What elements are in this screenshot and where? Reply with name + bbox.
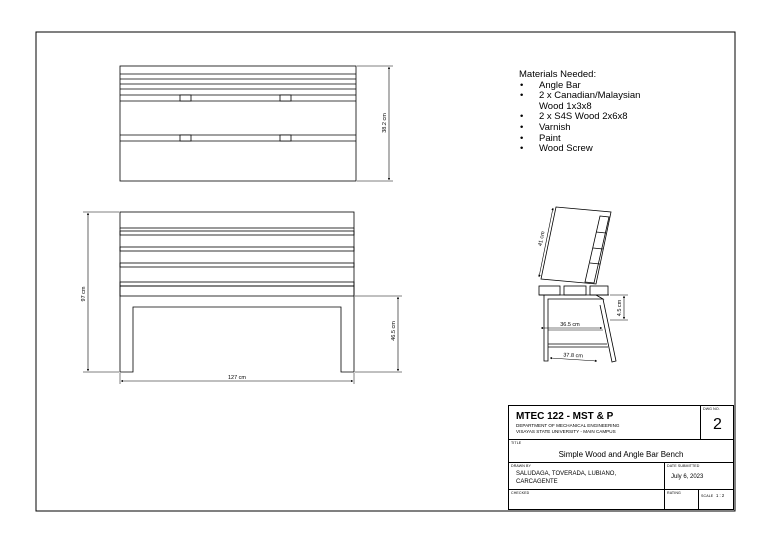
checked-label: CHECKED — [511, 491, 530, 495]
front-seat-board — [120, 286, 354, 296]
course-cell — [509, 406, 701, 440]
department-text: DEPARTMENT OF MECHANICAL ENGINEERING — [516, 423, 620, 428]
title-block — [508, 405, 734, 510]
material-item-continued: Wood 1x3x8 — [539, 100, 592, 112]
front-width-label: 127 cm — [227, 375, 247, 381]
material-item: • 2 x Canadian/Malaysian — [519, 91, 640, 102]
material-item: • Wood Screw — [519, 144, 640, 155]
school-text: VISAYAS STATE UNIVERSITY - MAIN CAMPUS — [516, 429, 616, 434]
front-legs-frame — [120, 296, 354, 372]
side-base-label: 37.8 cm — [563, 352, 583, 360]
material-item: • Varnish — [519, 123, 640, 134]
material-item: • Paint — [519, 134, 640, 145]
top-view — [120, 66, 393, 181]
rating-label: RATING — [667, 491, 681, 495]
scale-label: SCALE — [701, 494, 714, 498]
materials-list — [519, 70, 640, 155]
course-title: MTEC 122 - MST & P — [516, 411, 614, 422]
rating-cell — [665, 490, 699, 510]
drawn-by-line-2: CARCAGENTE — [516, 479, 558, 485]
title-label: TITLE — [511, 441, 522, 445]
checked-cell — [509, 490, 665, 510]
title-cell — [509, 440, 733, 463]
drawing-title: Simple Wood and Angle Bar Bench — [558, 450, 684, 459]
materials-title: Materials Needed: — [519, 69, 597, 80]
scale-cell — [699, 490, 733, 510]
dwg-no-value: 2 — [713, 416, 722, 433]
material-item: • 2 x S4S Wood 2x6x8 — [519, 112, 640, 123]
front-backrest-board — [120, 212, 354, 228]
drawn-by-label: DRAWN BY — [511, 464, 532, 468]
side-seat-label: 36.5 cm — [560, 322, 580, 328]
top-view-outline — [120, 66, 356, 181]
drawn-by-line-1: SALUDAGA, TOVERADA, LUBIANO, — [516, 471, 617, 477]
front-height-label: 97 cm — [81, 286, 87, 302]
side-view — [539, 207, 628, 362]
date-value: July 6, 2023 — [671, 474, 704, 480]
dwg-no-label: DWG NO. — [703, 407, 720, 411]
front-view — [83, 212, 402, 384]
side-backrest — [541, 207, 611, 284]
material-item: • Angle Bar — [519, 81, 640, 92]
dwg-no-cell — [701, 406, 734, 440]
side-back-label: 41 cm — [537, 230, 547, 247]
top-view-depth-label: 38.2 cm — [382, 113, 388, 133]
date-cell — [665, 463, 733, 490]
front-leg-height-label: 46.5 cm — [391, 321, 397, 341]
side-arm-label: 4.5 cm — [617, 299, 623, 317]
scale-value: 1 : 2 — [716, 493, 725, 498]
drawn-by-cell — [509, 463, 665, 490]
date-label: DATE SUBMITTED — [667, 464, 700, 468]
